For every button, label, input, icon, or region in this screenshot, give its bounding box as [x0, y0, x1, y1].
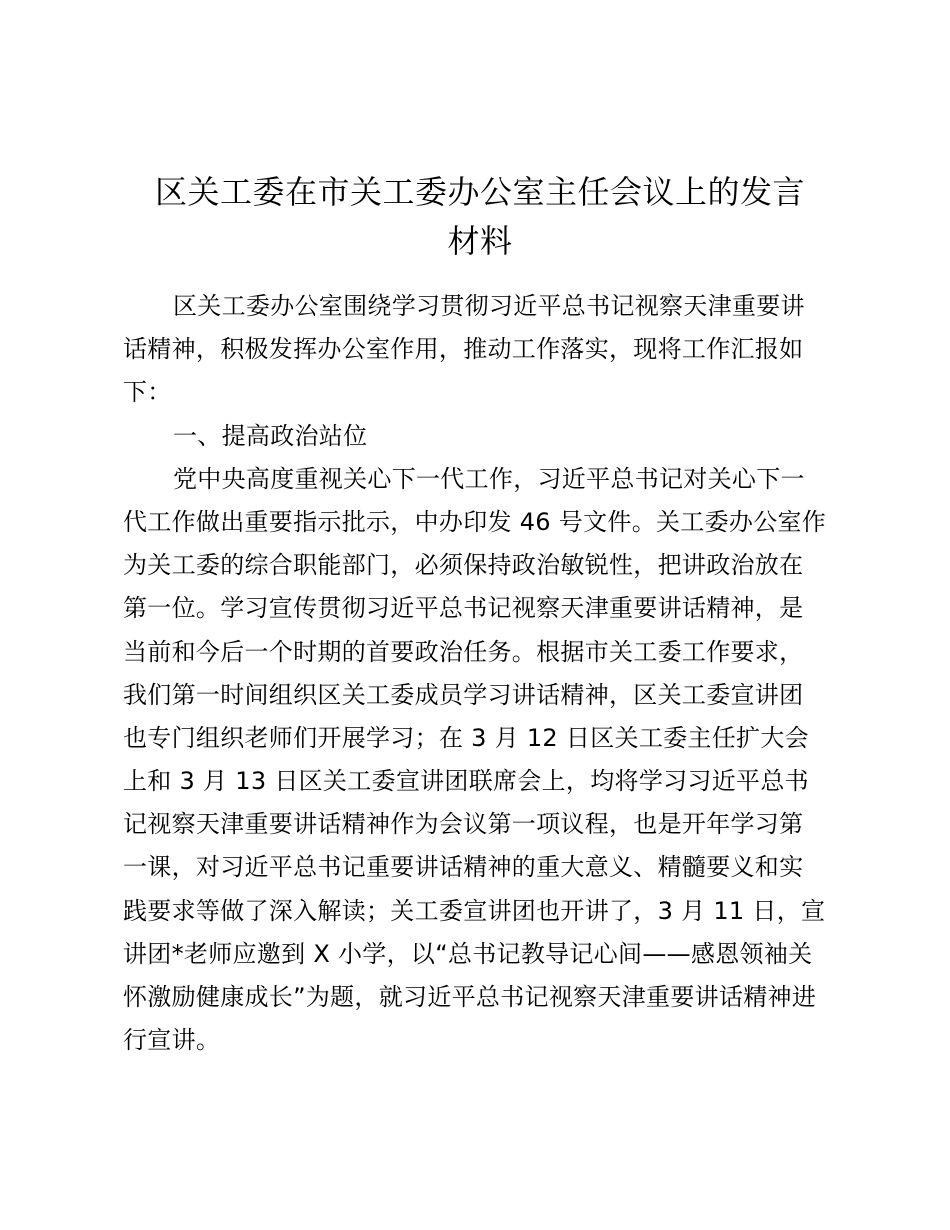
document-title-line-2: 材料	[447, 222, 513, 260]
body-line-15: 践要求等做了深入解读；关工委宣讲团也开讲了，3 月 11 日，宣	[123, 896, 826, 925]
body-line-14: 一课，对习近平总书记重要讲话精神的重大意义、精髓要义和实	[123, 853, 804, 882]
body-line-6: 代工作做出重要指示批示，中办印发 46 号文件。关工委办公室作	[123, 507, 827, 536]
body-line-17: 怀激励健康成长”为题，就习近平总书记视察天津重要讲话精神进	[123, 983, 817, 1011]
body-line-18: 行宣讲。	[123, 1026, 221, 1055]
body-line-11: 也专门组织老师们开展学习；在 3 月 12 日区关工委主任扩大会	[123, 723, 809, 752]
body-line-9: 当前和今后一个时期的首要政治任务。根据市关工委工作要求，	[123, 637, 804, 666]
body-line-5: 党中央高度重视关心下一代工作，习近平总书记对关心下一	[173, 464, 805, 493]
body-line-8: 第一位。学习宣传贯彻习近平总书记视察天津重要讲话精神，是	[123, 594, 804, 623]
body-line-10: 我们第一时间组织区关工委成员学习讲话精神，区关工委宣讲团	[123, 680, 804, 709]
body-line-13: 记视察天津重要讲话精神作为会议第一项议程，也是开年学习第	[123, 810, 804, 839]
body-line-3: 下：	[123, 378, 172, 407]
body-line-7: 为关工委的综合职能部门，必须保持政治敏锐性，把讲政治放在	[123, 551, 804, 580]
document-body	[123, 285, 837, 1062]
body-line-12: 上和 3 月 13 日区关工委宣讲团联席会上，均将学习习近平总书	[123, 767, 809, 796]
body-line-16: 讲团*老师应邀到 X 小学，以“总书记教导记心间——感恩领袖关	[123, 939, 813, 968]
body-line-2: 话精神，积极发挥办公室作用，推动工作落实，现将工作汇报如	[123, 335, 804, 364]
section-heading: 一、提高政治站位	[173, 421, 368, 450]
body-line-1: 区关工委办公室围绕学习贯彻习近平总书记视察天津重要讲	[173, 292, 805, 320]
document-title-line-1: 区关工委在市关工委办公室主任会议上的发言	[154, 173, 805, 211]
